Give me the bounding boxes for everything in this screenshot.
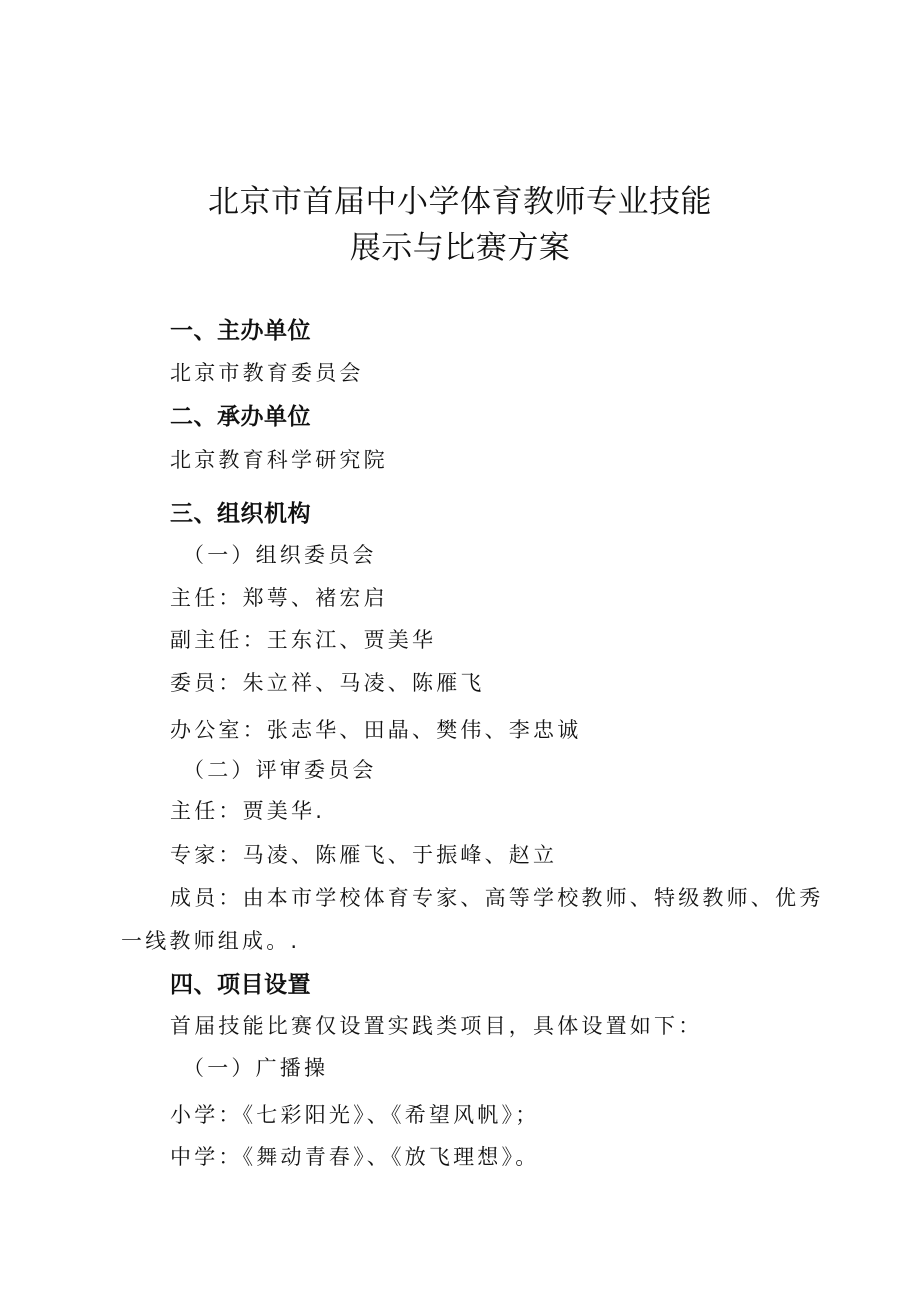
section-heading-events: 四、项目设置	[170, 972, 311, 998]
document-title-line-1: 北京市首届中小学体育教师专业技能	[208, 184, 712, 220]
committee-heading-review: （二）评审委员会	[183, 758, 377, 782]
review-members-line-2: 一线教师组成。.	[121, 929, 301, 953]
organizing-office: 办公室：张志华、田晶、樊伟、李忠诚	[170, 718, 582, 742]
review-members-line-1: 成员：由本市学校体育专家、高等学校教师、特级教师、优秀	[170, 886, 824, 910]
organizer-name: 北京市教育委员会	[170, 361, 364, 385]
event-heading-broadcast-exercise: （一）广播操	[183, 1056, 329, 1080]
section-heading-organization: 三、组织机构	[170, 501, 311, 527]
host-name: 北京教育科学研究院	[170, 448, 388, 472]
committee-heading-organizing: （一）组织委员会	[183, 543, 377, 567]
section-heading-host: 二、承办单位	[170, 404, 311, 430]
broadcast-exercise-primary: 小学：《七彩阳光》、《希望风帆》；	[170, 1103, 540, 1127]
broadcast-exercise-secondary: 中学：《舞动青春》、《放飞理想》。	[170, 1145, 540, 1169]
events-intro: 首届技能比赛仅设置实践类项目，具体设置如下：	[170, 1014, 703, 1038]
review-experts: 专家：马凌、陈雁飞、于振峰、赵立	[170, 843, 558, 867]
section-heading-organizer: 一、主办单位	[170, 318, 311, 344]
organizing-deputy-director: 副主任：王东江、贾美华	[170, 628, 437, 652]
document-title-line-2: 展示与比赛方案	[349, 230, 571, 266]
review-director: 主任：贾美华.	[170, 799, 326, 823]
organizing-director: 主任：郑萼、褚宏启	[170, 586, 388, 610]
organizing-members: 委员：朱立祥、马凌、陈雁飞	[170, 671, 485, 695]
